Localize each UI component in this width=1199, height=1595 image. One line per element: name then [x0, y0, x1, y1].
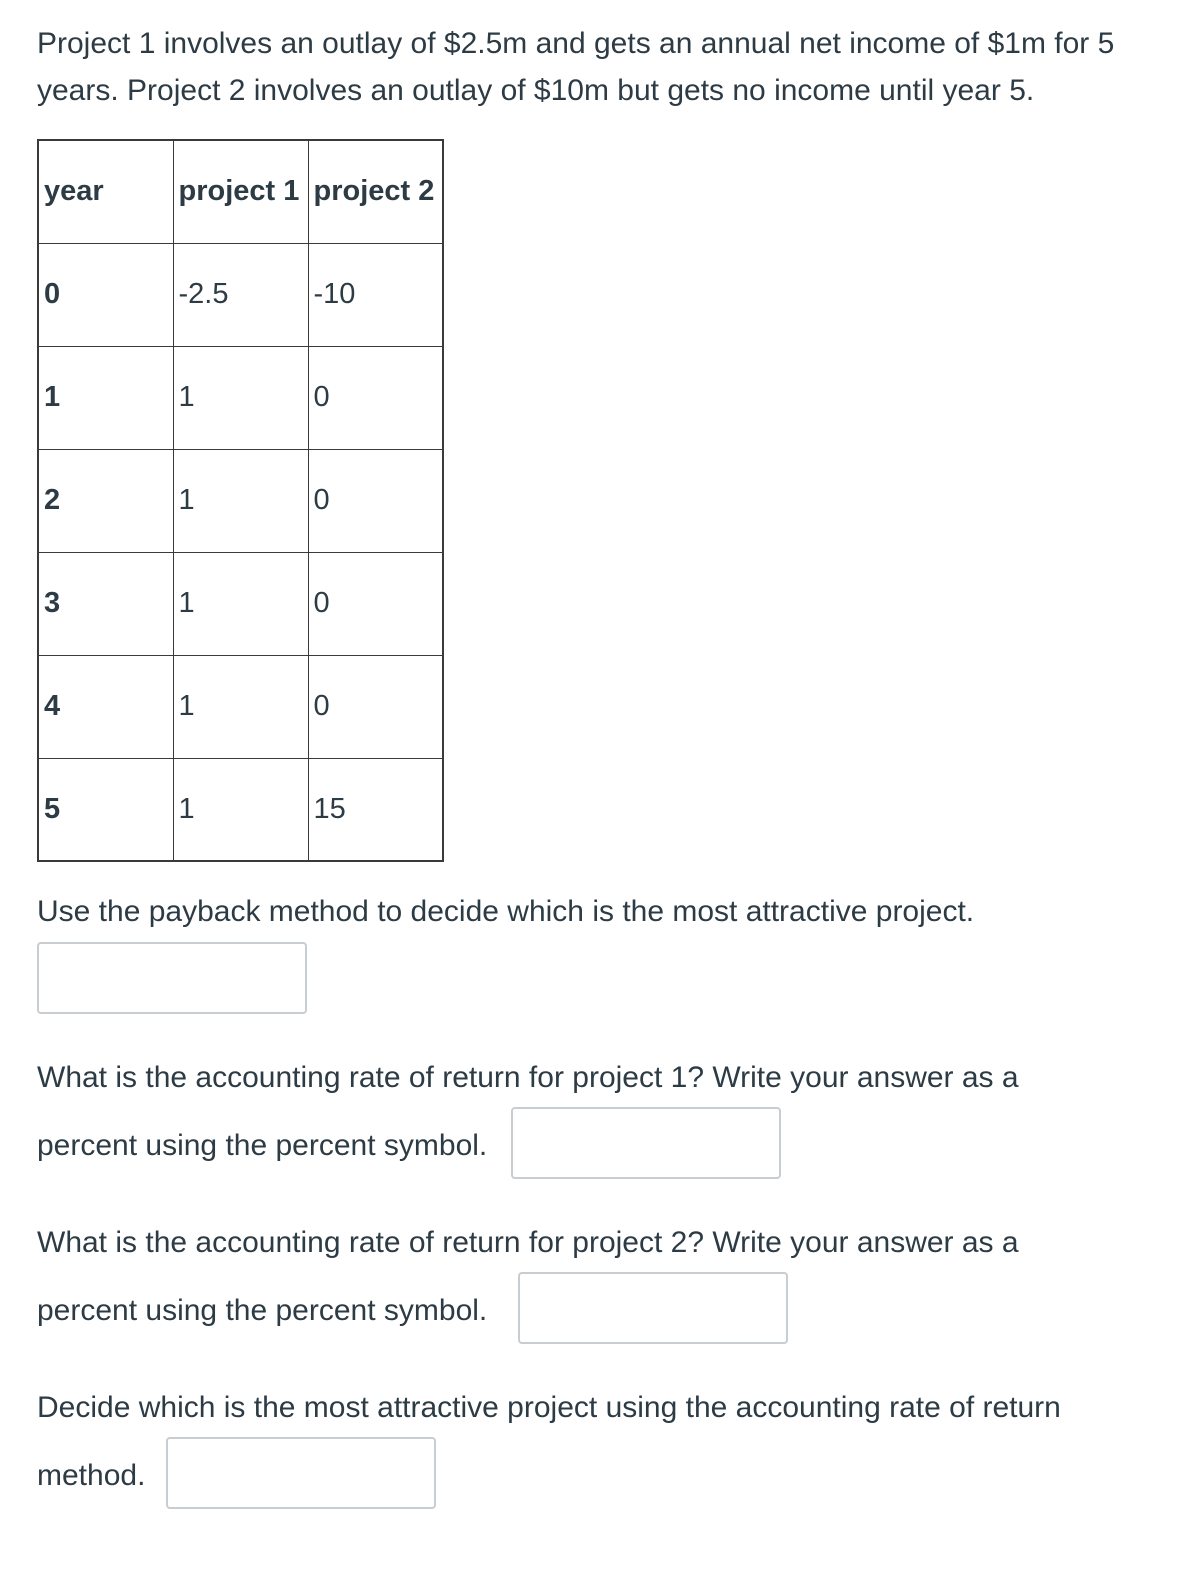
table-row [38, 346, 443, 449]
table-row [38, 243, 443, 346]
cell-year: 3 [38, 552, 173, 655]
cell-project-2: 0 [308, 655, 443, 758]
cell-project-1: -2.5 [173, 243, 308, 346]
cell-project-1: 1 [173, 655, 308, 758]
cell-year: 0 [38, 243, 173, 346]
arr-project-1-input[interactable] [511, 1107, 781, 1179]
question-arr-project-1-line1: What is the accounting rate of return for project 1? Write your answer as a [37, 1061, 1019, 1094]
table-header-row [38, 140, 443, 243]
header-project-2: project 2 [308, 140, 443, 243]
question-arr-decision-line2: method. [37, 1459, 146, 1492]
cell-project-2: -10 [308, 243, 443, 346]
cell-project-1: 1 [173, 758, 308, 861]
table-row [38, 758, 443, 861]
cell-year: 1 [38, 346, 173, 449]
arr-decision-input[interactable] [166, 1437, 436, 1509]
table-row [38, 449, 443, 552]
cell-project-1: 1 [173, 552, 308, 655]
cell-project-2: 0 [308, 552, 443, 655]
cell-year: 4 [38, 655, 173, 758]
table-row [38, 552, 443, 655]
cell-year: 5 [38, 758, 173, 861]
payback-answer-input[interactable] [37, 942, 307, 1014]
cell-year: 2 [38, 449, 173, 552]
question-arr-project-2-line2: percent using the percent symbol. [37, 1294, 488, 1327]
question-arr-decision-line1: Decide which is the most attractive project using the accounting rate of return [37, 1391, 1061, 1424]
cell-project-2: 15 [308, 758, 443, 861]
header-year: year [38, 140, 173, 243]
arr-project-2-input[interactable] [518, 1272, 788, 1344]
table-row [38, 655, 443, 758]
cell-project-1: 1 [173, 449, 308, 552]
question-payback: Use the payback method to decide which is the most attractive project. [37, 895, 975, 928]
header-project-1: project 1 [173, 140, 308, 243]
cell-project-2: 0 [308, 346, 443, 449]
question-arr-project-1-line2: percent using the percent symbol. [37, 1129, 488, 1162]
question-arr-project-2-line1: What is the accounting rate of return for project 2? Write your answer as a [37, 1226, 1019, 1259]
cell-project-2: 0 [308, 449, 443, 552]
cell-project-1: 1 [173, 346, 308, 449]
cash-flow-table [37, 139, 444, 862]
intro-text: Project 1 involves an outlay of $2.5m and gets an annual net income of $1m for 5 years. Project 2 involves an outlay of $10m but gets no income until year 5. [37, 27, 1115, 107]
